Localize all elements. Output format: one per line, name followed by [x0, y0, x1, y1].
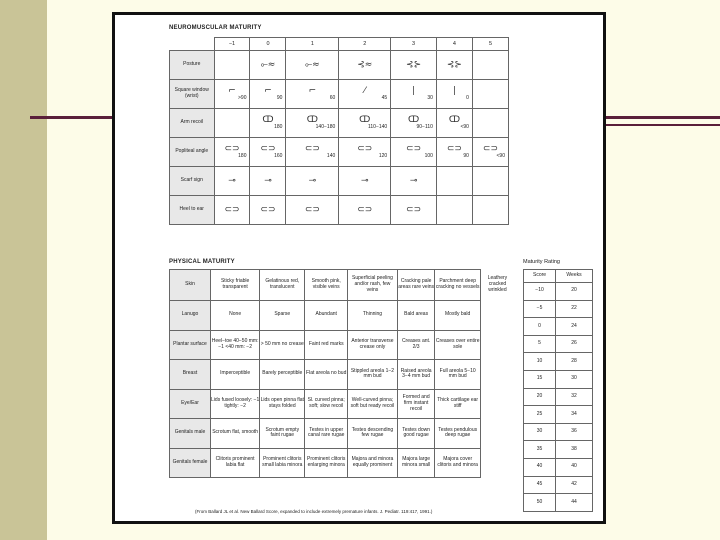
scarf-sign-icon: ⊸ [308, 175, 317, 186]
score-header: 5 [472, 38, 508, 51]
table-row: 40 40 [524, 458, 593, 476]
popliteal-icon: ⊂⊃ [224, 143, 240, 154]
table-row: 25 34 [524, 406, 593, 424]
table-row: 0 24 [524, 318, 593, 336]
heel-to-ear-icon: ⊂⊃ [224, 204, 240, 215]
wrist-angle-icon: ⌐ [228, 85, 236, 96]
score-header-row [170, 38, 509, 51]
scarf-sign-icon: ⊸ [228, 175, 236, 186]
physical-title: PHYSICAL MATURITY [169, 259, 235, 265]
row-label: Arm recoil [170, 109, 215, 138]
arm-recoil-icon: ↀ [359, 114, 371, 125]
citation-footnote: (From Ballard JL et al. New Ballard Score, expanded to include extremely premature infants. J. Pediatr. 119:417, 1991.) [195, 509, 433, 514]
arm-recoil-icon: ↀ [448, 114, 461, 125]
score-header: 4 [436, 38, 472, 51]
table-row: Plantar surface Heel−toe 40−50 mm: −1 <40 mm: −2 > 50 mm no crease Faint red marks Anterior transverse crease only Creases ant. 2/3 Creases over entire sole [170, 330, 515, 360]
score-header: 2 [339, 38, 391, 51]
table-row: −5 22 [524, 300, 593, 318]
wrist-angle-icon: ⌐ [264, 85, 272, 96]
score-header: 3 [391, 38, 437, 51]
table-row: Lanugo None Sparse Abundant Thinning Bald areas Mostly bald [170, 301, 515, 331]
posture-figure-icon: ⊰≈ [357, 59, 373, 70]
decorative-line-left [30, 116, 112, 119]
left-sidebar-bar [0, 0, 47, 540]
wrist-angle-icon: ⌐ [308, 85, 317, 96]
popliteal-icon: ⊂⊃ [482, 143, 499, 154]
table-row: 20 32 [524, 388, 593, 406]
row-label: Plantar surface [170, 330, 211, 360]
table-row: Genitals male Scrotum flat, smooth Scrotum empty faint rugae Testes in upper canal rare rugae Testes descending few rugae Testes down good rugae Testes pendulous deep rugae [170, 419, 515, 449]
row-label: Heel to ear [170, 196, 215, 225]
score-header: −1 [214, 38, 250, 51]
table-row [170, 196, 509, 225]
heel-to-ear-icon: ⊂⊃ [304, 204, 320, 215]
arm-recoil-icon: ↀ [306, 114, 318, 125]
posture-figure-icon: ⊰⊱ [406, 59, 422, 70]
arm-recoil-icon: ↀ [262, 114, 274, 125]
popliteal-icon: ⊂⊃ [406, 143, 422, 154]
arm-recoil-icon: ↀ [407, 114, 420, 125]
posture-figure-icon: ⟜≈ [260, 59, 276, 70]
table-row [170, 51, 509, 80]
table-row: Eye/Ear Lids fused loosely: −1 tightly: −2 Lids open pinna flat stays folded Sl. curved pinna; soft; slow recoil Well-curved pinna; soft but ready recoil Formed and firm instant recoil Thick cartilage ear stiff [170, 389, 515, 419]
posture-figure-icon: ⟜≈ [304, 59, 320, 70]
ballard-score-document [123, 21, 597, 517]
document-frame [112, 12, 606, 524]
table-row: 5 26 [524, 335, 593, 353]
maturity-rating-table [523, 269, 593, 512]
row-label: Posture [170, 51, 215, 80]
table-row: 10 28 [524, 353, 593, 371]
table-row [170, 167, 509, 196]
row-label: Eye/Ear [170, 389, 211, 419]
table-row: Skin Sticky friable transparent Gelatinous red, translucent Smooth pink, visible veins Superficial peeling and/or rash, few veins Cracking pale areas rare veins Parchment deep cracking no vessels Leathery cracked wrinkled [170, 270, 515, 301]
score-header: 0 [250, 38, 286, 51]
table-row: Genitals female Clitoris prominent labia flat Prominent clitoris small labia minora Prominent clitoris enlarging minora Majora and minora equally prominent Majora large minora small Majora cover clitoris and minora [170, 448, 515, 478]
heel-to-ear-icon: ⊂⊃ [260, 204, 276, 215]
row-label: Square window (wrist) [170, 80, 215, 109]
posture-figure-icon: ⊰⊱ [446, 59, 462, 70]
row-label: Skin [170, 270, 211, 301]
row-label: Genitals female [170, 448, 211, 478]
table-row: 30 36 [524, 423, 593, 441]
score-header: 1 [286, 38, 339, 51]
row-label: Scarf sign [170, 167, 215, 196]
scarf-sign-icon: ⊸ [360, 175, 369, 186]
table-row: 35 38 [524, 441, 593, 459]
row-label: Lanugo [170, 301, 211, 331]
row-label: Popliteal angle [170, 138, 215, 167]
row-label: Genitals male [170, 419, 211, 449]
table-row: 15 30 [524, 370, 593, 388]
row-label: Breast [170, 360, 211, 390]
table-row: Popliteal angle ⊂⊃ 180 ⊂⊃ 160 ⊂⊃ 140 ⊂⊃ 120 ⊂⊃ 100 ⊂⊃ 90 ⊂⊃ <90 [170, 138, 509, 167]
scarf-sign-icon: ⊸ [409, 175, 418, 186]
heel-to-ear-icon: ⊂⊃ [406, 204, 422, 215]
table-row: Score Weeks [524, 270, 593, 283]
popliteal-icon: ⊂⊃ [260, 143, 276, 154]
scarf-sign-icon: ⊸ [264, 175, 272, 186]
table-row: 45 42 [524, 476, 593, 494]
heel-to-ear-icon: ⊂⊃ [357, 204, 373, 215]
wrist-angle-icon: | [412, 85, 416, 96]
table-row: −10 20 [524, 283, 593, 301]
neuromuscular-table [169, 37, 509, 225]
table-row: Breast Imperceptible Barely perceptible Flat areola no bud Stippled areola 1−2 mm bud Raised areola 3−4 mm bud Full areola 5−10 mm bud [170, 360, 515, 390]
popliteal-icon: ⊂⊃ [357, 143, 373, 154]
table-row: Arm recoil ↀ 180 ↀ 140−180 ↀ 110−140 ↀ 90−110 ↀ <90 [170, 109, 509, 138]
neuromuscular-title: NEUROMUSCULAR MATURITY [169, 25, 262, 31]
maturity-rating-title: Maturity Rating [523, 259, 560, 265]
wrist-angle-icon: | [452, 85, 456, 96]
popliteal-icon: ⊂⊃ [304, 143, 320, 154]
physical-table [169, 269, 515, 478]
table-row: Square window (wrist) ⌐ >90 ⌐ 90 ⌐ 60 ⁄ 45 | 30 | 0 [170, 80, 509, 109]
popliteal-icon: ⊂⊃ [446, 143, 462, 154]
wrist-angle-icon: ⁄ [363, 85, 366, 96]
table-row: 50 44 [524, 494, 593, 512]
